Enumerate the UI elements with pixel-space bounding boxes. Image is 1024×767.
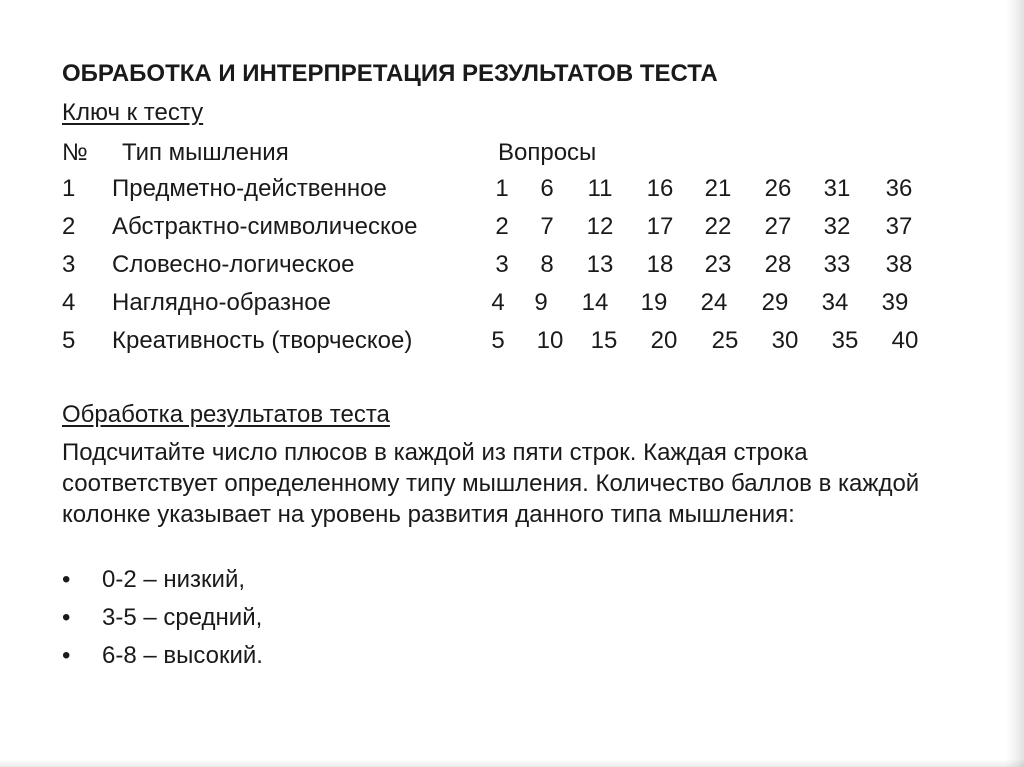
question-number: 2 <box>495 213 509 240</box>
row-number: 5 <box>62 327 76 354</box>
bullet-icon: • <box>62 604 71 631</box>
question-number: 36 <box>885 175 913 202</box>
question-number: 20 <box>650 327 678 354</box>
question-number: 23 <box>704 251 732 278</box>
question-number: 30 <box>771 327 799 354</box>
question-number: 24 <box>700 289 728 316</box>
question-number: 25 <box>711 327 739 354</box>
question-number: 14 <box>581 289 609 316</box>
header-questions: Вопросы <box>498 139 597 166</box>
question-number: 4 <box>491 289 505 316</box>
question-number: 5 <box>491 327 505 354</box>
bullet-icon: • <box>62 642 71 669</box>
question-number: 6 <box>540 175 554 202</box>
page-title: ОБРАБОТКА И ИНТЕРПРЕТАЦИЯ РЕЗУЛЬТАТОВ ТЕСТА <box>62 60 718 87</box>
question-number: 37 <box>885 213 913 240</box>
key-heading: Ключ к тесту <box>62 99 204 126</box>
question-number: 34 <box>821 289 849 316</box>
row-thinking-type: Наглядно-образное <box>112 289 331 316</box>
processing-text: Подсчитайте число плюсов в каждой из пяти строк. Каждая строка соответствует определенному типу мышления. Количество баллов в каждой колонке указывает на уровень развития данного типа мышления: <box>62 439 920 528</box>
row-thinking-type: Абстрактно-символическое <box>112 213 418 240</box>
question-number: 35 <box>831 327 859 354</box>
level-text: 0-2 – низкий, <box>102 566 246 593</box>
row-thinking-type: Словесно-логическое <box>112 251 355 278</box>
question-number: 26 <box>764 175 792 202</box>
question-number: 27 <box>764 213 792 240</box>
question-number: 17 <box>646 213 674 240</box>
question-number: 3 <box>495 251 509 278</box>
question-number: 16 <box>646 175 674 202</box>
level-text: 6-8 – высокий. <box>102 642 263 669</box>
question-number: 8 <box>540 251 554 278</box>
question-number: 40 <box>891 327 919 354</box>
question-number: 9 <box>534 289 548 316</box>
question-number: 13 <box>586 251 614 278</box>
question-number: 28 <box>764 251 792 278</box>
slide-shadow-bottom <box>0 759 1024 767</box>
processing-heading: Обработка результатов теста <box>62 401 390 428</box>
question-number: 1 <box>495 175 509 202</box>
question-number: 21 <box>704 175 732 202</box>
question-number: 7 <box>540 213 554 240</box>
question-number: 22 <box>704 213 732 240</box>
row-thinking-type: Креативность (творческое) <box>112 327 413 354</box>
row-number: 2 <box>62 213 76 240</box>
question-number: 38 <box>885 251 913 278</box>
question-number: 15 <box>590 327 618 354</box>
header-type: Тип мышления <box>122 139 289 166</box>
bullet-icon: • <box>62 566 71 593</box>
level-text: 3-5 – средний, <box>102 604 263 631</box>
row-number: 3 <box>62 251 76 278</box>
question-number: 39 <box>881 289 909 316</box>
question-number: 18 <box>646 251 674 278</box>
question-number: 10 <box>536 327 564 354</box>
row-number: 1 <box>62 175 76 202</box>
row-number: 4 <box>62 289 76 316</box>
header-num: № <box>62 139 88 166</box>
slide-shadow-right <box>1006 0 1024 767</box>
question-number: 33 <box>823 251 851 278</box>
question-number: 29 <box>761 289 789 316</box>
question-number: 11 <box>587 175 613 202</box>
question-number: 32 <box>823 213 851 240</box>
question-number: 31 <box>823 175 851 202</box>
row-thinking-type: Предметно-действенное <box>112 175 387 202</box>
question-number: 12 <box>586 213 614 240</box>
question-number: 19 <box>640 289 668 316</box>
